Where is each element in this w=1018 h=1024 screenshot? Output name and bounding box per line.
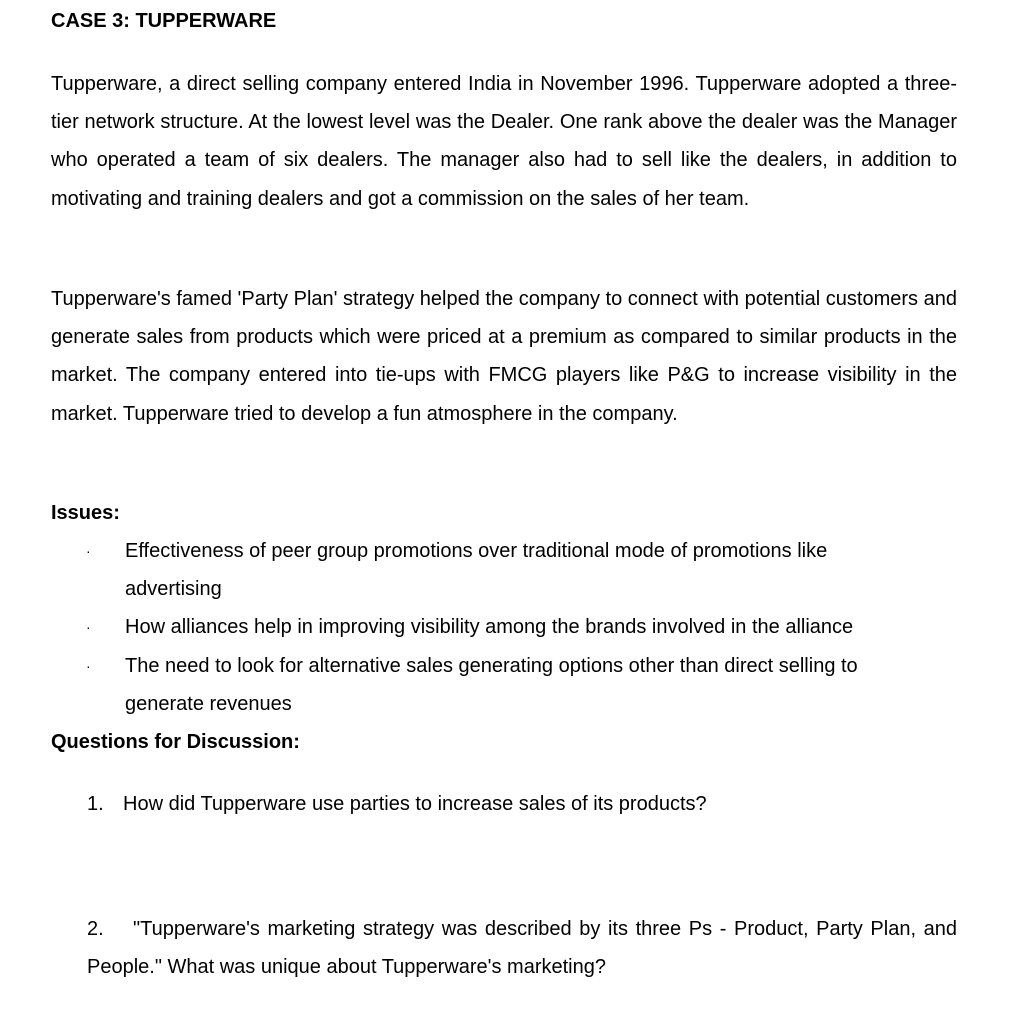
bullet-icon: · xyxy=(86,657,91,674)
issues-list xyxy=(0,532,1018,723)
paragraph-intro: Tupperware, a direct selling company entered India in November 1996. Tupperware adopted a three-tier network structure. At the lowest level was the Dealer. One rank above the dealer was the Manager who operated a team of six dealers. The manager also had to sell like the dealers, in addition to motivating and training dealers and got a commission on the sales of her team. xyxy=(51,73,957,210)
issue-item xyxy=(0,608,925,646)
case-title: CASE 3: TUPPERWARE xyxy=(51,10,277,32)
bullet-icon: · xyxy=(86,619,91,636)
issues-heading: Issues: xyxy=(51,502,120,524)
question-text: How did Tupperware use parties to increase sales of its products? xyxy=(123,793,707,815)
question-number: 1. xyxy=(87,793,104,815)
question-item xyxy=(87,785,967,823)
issue-item xyxy=(0,647,925,723)
issue-text: The need to look for alternative sales generating options other than direct selling to generate revenues xyxy=(125,654,858,715)
issue-item xyxy=(0,532,925,608)
question-text: "Tupperware's marketing strategy was described by its three Ps - Product, Party Plan, and People." What was unique about Tupperware's marketing? xyxy=(87,918,957,979)
paragraph-party-plan: Tupperware's famed 'Party Plan' strategy helped the company to connect with potential customers and generate sales from products which were priced at a premium as compared to similar products in the market. The company entered into tie-ups with FMCG players like P&G to increase visibility in the market. Tupperware tried to develop a fun atmosphere in the company. xyxy=(51,288,957,425)
questions-heading: Questions for Discussion: xyxy=(51,731,300,753)
question-number: 2. xyxy=(87,918,104,940)
bullet-icon: · xyxy=(86,543,91,559)
issue-text: How alliances help in improving visibility among the brands involved in the alliance xyxy=(125,616,854,639)
question-item xyxy=(87,910,957,986)
issue-text: Effectiveness of peer group promotions over traditional mode of promotions like advertising xyxy=(125,540,828,601)
